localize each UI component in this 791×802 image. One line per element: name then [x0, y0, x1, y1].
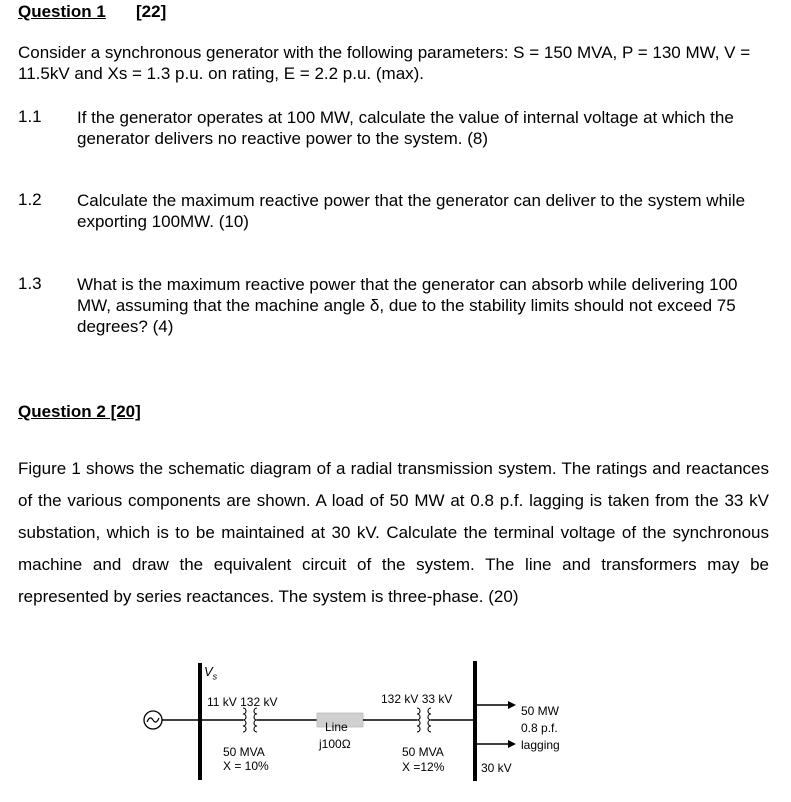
load-power: 50 MW — [521, 704, 560, 718]
line-label: Line — [325, 720, 348, 734]
part-1-3-text: What is the maximum reactive power that the generator can absorb while delivering 100 MW, assuming that the machine angle δ, due to the stability limits should not exceed 75 degrees? (4) — [77, 275, 738, 336]
part-1-2-text: Calculate the maximum reactive power that the generator can deliver to the system while exporting 100MW. (10) — [77, 191, 746, 231]
part-1-3-number: 1.3 — [18, 274, 42, 293]
transformer-2-symbol — [417, 708, 431, 732]
part-1-1-number: 1.1 — [18, 107, 42, 126]
question-1-intro: Consider a synchronous generator with the following parameters: S = 150 MVA, P = 130 MW, V = 11.5kV and Xs = 1.3 p.u. on rating, E = 2.2 p.u. (max). — [18, 43, 751, 83]
generator-busbar — [198, 663, 202, 780]
question-1-heading: Question 1 — [18, 2, 106, 21]
t2-voltage-ratio: 132 kV 33 kV — [381, 692, 453, 706]
part-1-1-text: If the generator operates at 100 MW, calculate the value of internal voltage at which the generator delivers no reactive power to the system. (8) — [77, 108, 734, 148]
question-2-heading: Question 2 [20] — [18, 402, 141, 421]
bus-voltage: 30 kV — [481, 761, 512, 775]
t1-rating: 50 MVA — [223, 745, 265, 759]
t1-voltage-ratio: 11 kV 132 kV — [207, 695, 278, 709]
load-arrow-bottom — [477, 740, 516, 748]
question-1-marks: [22] — [136, 2, 167, 21]
t2-reactance: X =12% — [402, 760, 445, 774]
generator-symbol — [144, 711, 162, 729]
transformer-1-symbol — [243, 708, 257, 732]
radial-system-diagram — [0, 655, 791, 802]
question-2-text: Figure 1 shows the schematic diagram of a radial transmission system. The ratings and reactances of the various components are shown. A load of 50 MW at 0.8 p.f. lagging is taken from the 33 kV substation, which is to be maintained at 30 kV. Calculate the terminal voltage of the synchronous machine and draw the equivalent circuit of the system. The line and transformers may be represented by series reactances. The system is three-phase. (20) — [18, 459, 769, 606]
load-lagging: lagging — [521, 738, 560, 752]
line-impedance: j100Ω — [319, 737, 351, 751]
t1-reactance: X = 10% — [223, 759, 269, 773]
t2-rating: 50 MVA — [402, 745, 444, 759]
load-busbar — [473, 661, 477, 781]
load-power-factor: 0.8 p.f. — [521, 721, 558, 735]
source-voltage-label: $V_s$ — [204, 664, 218, 682]
part-1-2-number: 1.2 — [18, 190, 42, 209]
load-arrow-top — [477, 701, 516, 709]
